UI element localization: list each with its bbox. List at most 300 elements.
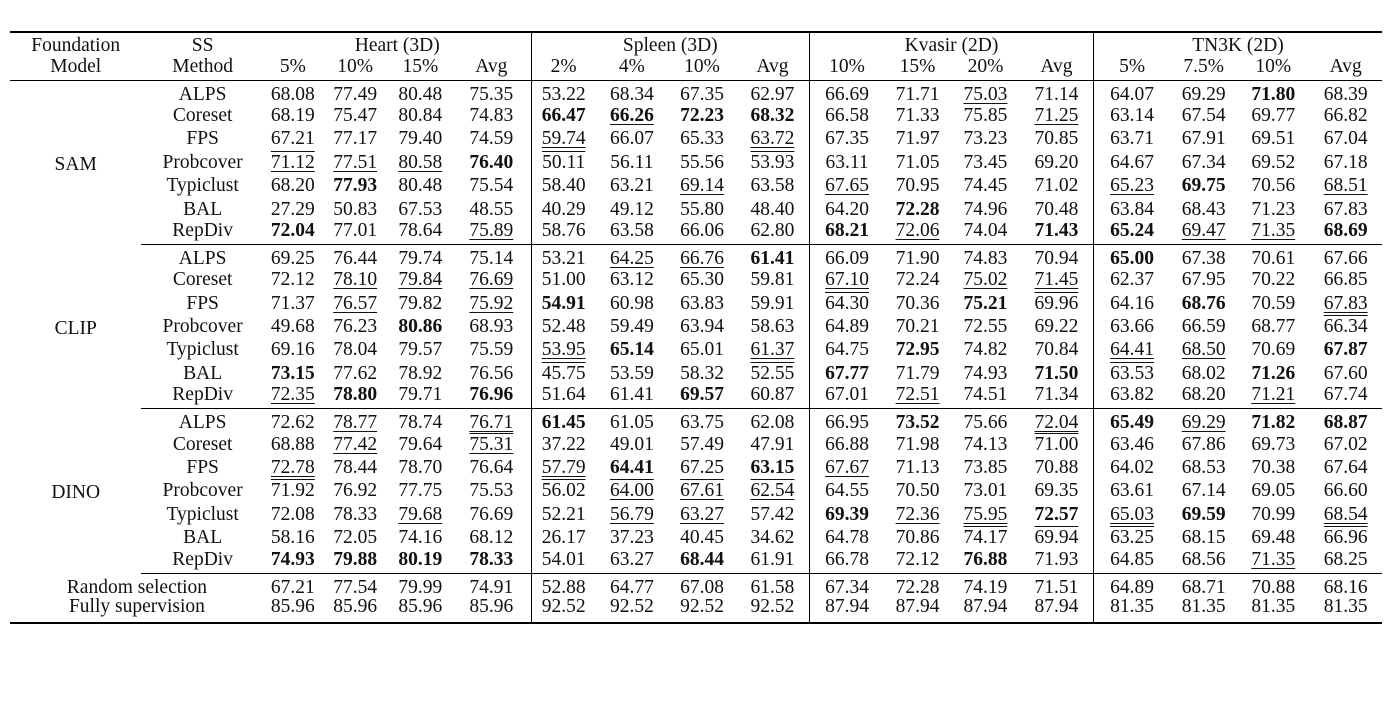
score-cell: 71.14 bbox=[1020, 80, 1093, 104]
score-cell: 59.81 bbox=[736, 268, 810, 291]
score-cell: 58.76 bbox=[531, 221, 596, 244]
score-cell: 51.00 bbox=[541, 269, 586, 291]
score-cell: 80.58 bbox=[398, 151, 443, 173]
score-cell: 69.16 bbox=[270, 339, 315, 361]
score-cell: 87.94 bbox=[884, 597, 951, 623]
score-cell: 76.92 bbox=[333, 480, 378, 502]
score-cell: 63.75 bbox=[680, 412, 724, 434]
score-cell: 69.94 bbox=[1020, 526, 1093, 549]
score-cell: 69.25 bbox=[270, 247, 315, 269]
score-cell: 67.14 bbox=[1181, 480, 1226, 502]
score-cell: 59.91 bbox=[736, 292, 810, 315]
column-header: 7.5% bbox=[1170, 56, 1237, 80]
score-cell: 60.98 bbox=[609, 292, 654, 314]
method-label: RepDiv bbox=[141, 221, 263, 244]
score-cell: 61.45 bbox=[541, 412, 586, 434]
method-label: ALPS bbox=[178, 83, 227, 105]
score-cell: 85.96 bbox=[264, 597, 322, 623]
score-cell: 65.24 bbox=[1093, 221, 1170, 244]
score-cell: 64.89 bbox=[825, 316, 869, 338]
score-cell: 69.51 bbox=[1251, 128, 1296, 150]
score-cell: 76.64 bbox=[452, 456, 531, 479]
section-dino bbox=[10, 409, 1382, 573]
score-cell: 61.58 bbox=[736, 573, 810, 597]
score-cell: 76.56 bbox=[452, 362, 531, 385]
method-label: RepDiv bbox=[141, 550, 263, 573]
score-cell: 64.41 bbox=[1110, 339, 1155, 361]
table-row bbox=[10, 385, 1382, 408]
score-cell: 65.14 bbox=[609, 339, 654, 361]
score-cell: 67.34 bbox=[1181, 151, 1226, 173]
method-label: BAL bbox=[183, 198, 223, 220]
foundation-model-label: SAM bbox=[54, 153, 97, 175]
score-cell: 71.92 bbox=[270, 480, 315, 502]
score-cell: 62.54 bbox=[736, 479, 810, 502]
score-cell: 67.67 bbox=[825, 457, 869, 479]
table-row bbox=[10, 526, 1382, 549]
score-cell: 69.29 bbox=[1181, 83, 1226, 105]
score-cell: 54.91 bbox=[541, 292, 586, 314]
score-cell: 63.12 bbox=[609, 269, 654, 291]
method-label: RepDiv bbox=[141, 385, 263, 408]
score-cell: 72.24 bbox=[895, 269, 940, 291]
score-cell: 74.91 bbox=[452, 573, 531, 597]
score-cell: 71.35 bbox=[1237, 550, 1309, 573]
column-header: 4% bbox=[596, 56, 668, 80]
score-cell: 75.92 bbox=[452, 292, 531, 315]
score-cell: 92.52 bbox=[531, 597, 596, 623]
score-cell: 66.59 bbox=[1181, 316, 1226, 338]
score-cell: 27.29 bbox=[270, 198, 315, 220]
score-cell: 69.22 bbox=[1020, 315, 1093, 338]
score-cell: 75.31 bbox=[452, 433, 531, 456]
score-cell: 70.94 bbox=[1020, 244, 1093, 268]
score-cell: 63.27 bbox=[596, 550, 668, 573]
score-cell: 58.16 bbox=[270, 527, 315, 549]
score-cell: 65.01 bbox=[680, 339, 724, 361]
score-cell: 73.52 bbox=[895, 412, 940, 434]
score-cell: 72.04 bbox=[264, 221, 322, 244]
score-cell: 70.21 bbox=[895, 316, 940, 338]
score-cell: 68.21 bbox=[810, 221, 885, 244]
score-cell: 57.79 bbox=[541, 457, 586, 479]
score-cell: 53.59 bbox=[609, 362, 654, 384]
score-cell: 63.11 bbox=[825, 151, 869, 173]
score-cell: 74.17 bbox=[963, 527, 1008, 549]
score-cell: 54.01 bbox=[531, 550, 596, 573]
score-cell: 79.82 bbox=[398, 292, 443, 314]
score-cell: 69.75 bbox=[1181, 175, 1226, 197]
score-cell: 63.46 bbox=[1110, 433, 1155, 455]
score-cell: 75.03 bbox=[963, 83, 1008, 105]
score-cell: 87.94 bbox=[810, 597, 885, 623]
score-cell: 71.51 bbox=[1020, 573, 1093, 597]
score-cell: 61.05 bbox=[609, 412, 654, 434]
score-cell: 71.26 bbox=[1251, 362, 1296, 384]
method-label: Typiclust bbox=[166, 503, 239, 525]
score-cell: 71.33 bbox=[895, 104, 940, 126]
score-cell: 78.92 bbox=[398, 362, 443, 384]
column-header: 2% bbox=[531, 56, 596, 80]
score-cell: 62.97 bbox=[736, 80, 810, 104]
score-cell: 65.33 bbox=[680, 128, 724, 150]
score-cell: 71.45 bbox=[1020, 268, 1093, 291]
table-row bbox=[10, 339, 1382, 362]
score-cell: 72.12 bbox=[884, 550, 951, 573]
score-cell: 70.99 bbox=[1251, 503, 1296, 525]
score-cell: 63.84 bbox=[1110, 198, 1155, 220]
score-cell: 66.96 bbox=[1323, 527, 1368, 549]
score-cell: 74.83 bbox=[452, 104, 531, 127]
score-cell: 64.16 bbox=[1110, 292, 1155, 314]
score-cell: 67.25 bbox=[680, 457, 724, 479]
header-row-2 bbox=[10, 56, 1382, 80]
ss-method-header: SS bbox=[141, 32, 263, 56]
score-cell: 48.40 bbox=[736, 198, 810, 221]
score-cell: 72.28 bbox=[895, 198, 940, 220]
column-header: 15% bbox=[389, 56, 452, 80]
score-cell: 63.58 bbox=[596, 221, 668, 244]
table-row bbox=[10, 550, 1382, 573]
score-cell: 69.52 bbox=[1251, 151, 1296, 173]
score-cell: 63.71 bbox=[1110, 128, 1155, 150]
score-cell: 57.49 bbox=[680, 433, 724, 455]
score-cell: 72.23 bbox=[680, 104, 724, 126]
header-row-1 bbox=[10, 32, 1382, 56]
score-cell: 63.25 bbox=[1110, 527, 1155, 549]
score-cell: 79.71 bbox=[389, 385, 452, 408]
score-cell: 74.93 bbox=[264, 550, 322, 573]
score-cell: 74.51 bbox=[951, 385, 1020, 408]
score-cell: 71.71 bbox=[895, 83, 940, 105]
score-cell: 63.14 bbox=[1110, 104, 1155, 126]
method-label: Coreset bbox=[172, 433, 233, 455]
score-cell: 78.77 bbox=[333, 412, 378, 434]
score-cell: 79.57 bbox=[398, 339, 443, 361]
score-cell: 74.45 bbox=[963, 175, 1008, 197]
score-cell: 71.90 bbox=[895, 247, 940, 269]
score-cell: 67.18 bbox=[1323, 151, 1368, 173]
score-cell: 71.97 bbox=[895, 128, 940, 150]
score-cell: 67.77 bbox=[825, 362, 869, 384]
score-cell: 37.23 bbox=[609, 527, 654, 549]
score-cell: 68.34 bbox=[609, 83, 654, 105]
score-cell: 66.47 bbox=[541, 104, 586, 126]
results-table bbox=[10, 31, 1382, 624]
score-cell: 68.32 bbox=[736, 104, 810, 127]
score-cell: 63.53 bbox=[1110, 362, 1155, 384]
score-cell: 69.59 bbox=[1181, 503, 1226, 525]
score-cell: 77.49 bbox=[333, 83, 378, 105]
method-label: FPS bbox=[186, 457, 219, 479]
score-cell: 72.95 bbox=[895, 339, 940, 361]
score-cell: 72.78 bbox=[270, 457, 315, 479]
score-cell: 72.12 bbox=[270, 269, 315, 291]
score-cell: 53.21 bbox=[541, 247, 586, 269]
table-row bbox=[10, 80, 1382, 104]
score-cell: 53.22 bbox=[541, 83, 586, 105]
score-cell: 67.04 bbox=[1323, 128, 1368, 150]
score-cell: 68.88 bbox=[270, 433, 315, 455]
foundation-model-header-line2: Model bbox=[10, 56, 141, 80]
score-cell: 75.21 bbox=[963, 292, 1008, 314]
score-cell: 64.02 bbox=[1110, 457, 1155, 479]
score-cell: 75.02 bbox=[963, 269, 1008, 291]
baselines-section bbox=[10, 573, 1382, 623]
score-cell: 78.33 bbox=[452, 550, 531, 573]
table-row bbox=[10, 198, 1382, 221]
score-cell: 77.01 bbox=[322, 221, 389, 244]
score-cell: 50.83 bbox=[333, 198, 378, 220]
dataset-header-kvasir: Kvasir (2D) bbox=[810, 32, 1094, 56]
score-cell: 78.33 bbox=[333, 503, 378, 525]
ss-method-header-line2: Method bbox=[141, 56, 263, 80]
table-row bbox=[10, 409, 1382, 433]
score-cell: 61.91 bbox=[736, 550, 810, 573]
score-cell: 80.19 bbox=[389, 550, 452, 573]
score-cell: 69.35 bbox=[1020, 479, 1093, 502]
table-row bbox=[10, 315, 1382, 338]
score-cell: 74.13 bbox=[963, 433, 1008, 455]
score-cell: 85.96 bbox=[322, 597, 389, 623]
score-cell: 69.48 bbox=[1251, 527, 1296, 549]
column-header: Avg bbox=[1309, 56, 1382, 80]
table-row bbox=[10, 174, 1382, 197]
score-cell: 62.08 bbox=[736, 409, 810, 433]
score-cell: 76.44 bbox=[333, 247, 378, 269]
method-label: Probcover bbox=[162, 316, 243, 338]
column-header: 20% bbox=[951, 56, 1020, 80]
score-cell: 57.42 bbox=[736, 503, 810, 526]
score-cell: 66.09 bbox=[825, 247, 869, 269]
score-cell: 67.74 bbox=[1309, 385, 1382, 408]
score-cell: 85.96 bbox=[389, 597, 452, 623]
method-label: BAL bbox=[183, 527, 223, 549]
score-cell: 63.83 bbox=[680, 292, 724, 314]
score-cell: 71.12 bbox=[270, 151, 315, 173]
method-label: ALPS bbox=[178, 247, 227, 269]
score-cell: 67.01 bbox=[810, 385, 885, 408]
score-cell: 67.34 bbox=[825, 576, 869, 598]
score-cell: 49.01 bbox=[609, 433, 654, 455]
score-cell: 75.85 bbox=[963, 104, 1008, 126]
score-cell: 64.67 bbox=[1110, 151, 1155, 173]
score-cell: 69.96 bbox=[1020, 292, 1093, 315]
score-cell: 67.60 bbox=[1323, 362, 1368, 384]
score-cell: 77.54 bbox=[333, 576, 378, 598]
score-cell: 92.52 bbox=[668, 597, 736, 623]
score-cell: 68.51 bbox=[1323, 175, 1368, 197]
foundation-model-label: DINO bbox=[51, 482, 101, 504]
score-cell: 79.40 bbox=[398, 128, 443, 150]
score-cell: 68.93 bbox=[452, 315, 531, 338]
score-cell: 71.93 bbox=[1020, 550, 1093, 573]
score-cell: 68.56 bbox=[1170, 550, 1237, 573]
score-cell: 68.43 bbox=[1181, 198, 1226, 220]
score-cell: 71.35 bbox=[1237, 221, 1309, 244]
score-cell: 72.51 bbox=[884, 385, 951, 408]
score-cell: 80.84 bbox=[398, 104, 443, 126]
score-cell: 67.83 bbox=[1323, 292, 1368, 314]
score-cell: 87.94 bbox=[951, 597, 1020, 623]
score-cell: 63.15 bbox=[736, 456, 810, 479]
score-cell: 66.26 bbox=[609, 104, 654, 126]
score-cell: 66.60 bbox=[1323, 480, 1368, 502]
score-cell: 70.95 bbox=[895, 175, 940, 197]
score-cell: 74.82 bbox=[963, 339, 1008, 361]
score-cell: 71.00 bbox=[1020, 433, 1093, 456]
score-cell: 71.25 bbox=[1020, 104, 1093, 127]
score-cell: 71.43 bbox=[1020, 221, 1093, 244]
table-row bbox=[10, 292, 1382, 315]
score-cell: 78.44 bbox=[333, 457, 378, 479]
score-cell: 63.21 bbox=[609, 175, 654, 197]
score-cell: 65.30 bbox=[680, 269, 724, 291]
score-cell: 70.86 bbox=[895, 527, 940, 549]
score-cell: 26.17 bbox=[541, 527, 586, 549]
score-cell: 76.23 bbox=[333, 316, 378, 338]
score-cell: 70.56 bbox=[1251, 175, 1296, 197]
score-cell: 69.39 bbox=[825, 503, 869, 525]
score-cell: 68.50 bbox=[1181, 339, 1226, 361]
score-cell: 76.71 bbox=[452, 409, 531, 433]
score-cell: 71.82 bbox=[1251, 412, 1296, 434]
score-cell: 69.14 bbox=[680, 175, 724, 197]
score-cell: 64.07 bbox=[1110, 83, 1155, 105]
score-cell: 70.88 bbox=[1251, 576, 1296, 598]
score-cell: 76.40 bbox=[452, 151, 531, 174]
column-header: 10% bbox=[668, 56, 736, 80]
score-cell: 52.21 bbox=[541, 503, 586, 525]
score-cell: 52.48 bbox=[541, 316, 586, 338]
table-row bbox=[10, 362, 1382, 385]
score-cell: 80.86 bbox=[398, 316, 443, 338]
score-cell: 78.04 bbox=[333, 339, 378, 361]
score-cell: 48.55 bbox=[452, 198, 531, 221]
score-cell: 70.22 bbox=[1251, 269, 1296, 291]
score-cell: 70.50 bbox=[895, 480, 940, 502]
score-cell: 67.64 bbox=[1323, 457, 1368, 479]
column-header: Avg bbox=[736, 56, 810, 80]
score-cell: 67.38 bbox=[1181, 247, 1226, 269]
score-cell: 73.01 bbox=[963, 480, 1008, 502]
score-cell: 66.95 bbox=[825, 412, 869, 434]
score-cell: 76.69 bbox=[452, 503, 531, 526]
score-cell: 66.78 bbox=[810, 550, 885, 573]
score-cell: 64.20 bbox=[825, 198, 869, 220]
score-cell: 69.05 bbox=[1251, 480, 1296, 502]
score-cell: 63.27 bbox=[680, 503, 724, 525]
score-cell: 67.10 bbox=[825, 269, 869, 291]
score-cell: 69.77 bbox=[1251, 104, 1296, 126]
score-cell: 68.15 bbox=[1181, 527, 1226, 549]
score-cell: 76.88 bbox=[951, 550, 1020, 573]
score-cell: 66.85 bbox=[1323, 269, 1368, 291]
score-cell: 70.85 bbox=[1020, 127, 1093, 150]
score-cell: 49.68 bbox=[270, 316, 315, 338]
score-cell: 75.89 bbox=[452, 221, 531, 244]
score-cell: 71.50 bbox=[1020, 362, 1093, 385]
score-cell: 68.02 bbox=[1181, 362, 1226, 384]
score-cell: 66.82 bbox=[1323, 104, 1368, 126]
score-cell: 67.83 bbox=[1323, 198, 1368, 220]
score-cell: 92.52 bbox=[596, 597, 668, 623]
score-cell: 85.96 bbox=[452, 597, 531, 623]
score-cell: 74.19 bbox=[963, 576, 1008, 598]
score-cell: 68.19 bbox=[270, 104, 315, 126]
score-cell: 78.74 bbox=[398, 412, 443, 434]
score-cell: 67.54 bbox=[1181, 104, 1226, 126]
score-cell: 58.63 bbox=[736, 315, 810, 338]
score-cell: 68.44 bbox=[668, 550, 736, 573]
score-cell: 67.86 bbox=[1181, 433, 1226, 455]
score-cell: 64.89 bbox=[1110, 576, 1155, 598]
score-cell: 70.69 bbox=[1251, 339, 1296, 361]
score-cell: 67.21 bbox=[270, 576, 315, 598]
score-cell: 40.45 bbox=[680, 527, 724, 549]
score-cell: 81.35 bbox=[1237, 597, 1309, 623]
column-header: 10% bbox=[810, 56, 885, 80]
baseline-label: Random selection bbox=[66, 576, 208, 598]
score-cell: 67.35 bbox=[825, 128, 869, 150]
score-cell: 74.93 bbox=[963, 362, 1008, 384]
foundation-model-header: Foundation bbox=[10, 32, 141, 56]
score-cell: 68.76 bbox=[1181, 292, 1226, 314]
score-cell: 71.80 bbox=[1251, 83, 1296, 105]
score-cell: 69.20 bbox=[1020, 151, 1093, 174]
score-cell: 66.58 bbox=[825, 104, 869, 126]
score-cell: 72.36 bbox=[895, 503, 940, 525]
table-row bbox=[10, 268, 1382, 291]
score-cell: 56.02 bbox=[541, 480, 586, 502]
score-cell: 71.98 bbox=[895, 433, 940, 455]
score-cell: 67.66 bbox=[1323, 247, 1368, 269]
score-cell: 75.53 bbox=[452, 479, 531, 502]
score-cell: 70.59 bbox=[1251, 292, 1296, 314]
score-cell: 62.37 bbox=[1110, 269, 1155, 291]
column-header: Avg bbox=[1020, 56, 1093, 80]
score-cell: 49.12 bbox=[609, 198, 654, 220]
score-cell: 75.35 bbox=[452, 80, 531, 104]
table-row bbox=[10, 151, 1382, 174]
score-cell: 64.85 bbox=[1093, 550, 1170, 573]
score-cell: 61.37 bbox=[736, 339, 810, 362]
score-cell: 79.74 bbox=[398, 247, 443, 269]
score-cell: 64.00 bbox=[609, 480, 654, 502]
score-cell: 76.96 bbox=[452, 385, 531, 408]
method-label: Typiclust bbox=[166, 339, 239, 361]
score-cell: 68.77 bbox=[1251, 316, 1296, 338]
score-cell: 74.04 bbox=[951, 221, 1020, 244]
baseline-row bbox=[10, 597, 1382, 623]
score-cell: 52.88 bbox=[541, 576, 586, 598]
score-cell: 73.23 bbox=[963, 128, 1008, 150]
score-cell: 66.69 bbox=[825, 83, 869, 105]
score-cell: 73.15 bbox=[270, 362, 315, 384]
score-cell: 72.06 bbox=[884, 221, 951, 244]
score-cell: 59.49 bbox=[609, 316, 654, 338]
score-cell: 74.83 bbox=[963, 247, 1008, 269]
score-cell: 66.76 bbox=[680, 247, 724, 269]
score-cell: 77.17 bbox=[333, 128, 378, 150]
method-label: FPS bbox=[186, 128, 219, 150]
table-row bbox=[10, 127, 1382, 150]
score-cell: 68.54 bbox=[1323, 503, 1368, 525]
score-cell: 65.23 bbox=[1110, 175, 1155, 197]
score-cell: 81.35 bbox=[1170, 597, 1237, 623]
score-cell: 67.61 bbox=[680, 480, 724, 502]
score-cell: 62.80 bbox=[736, 221, 810, 244]
